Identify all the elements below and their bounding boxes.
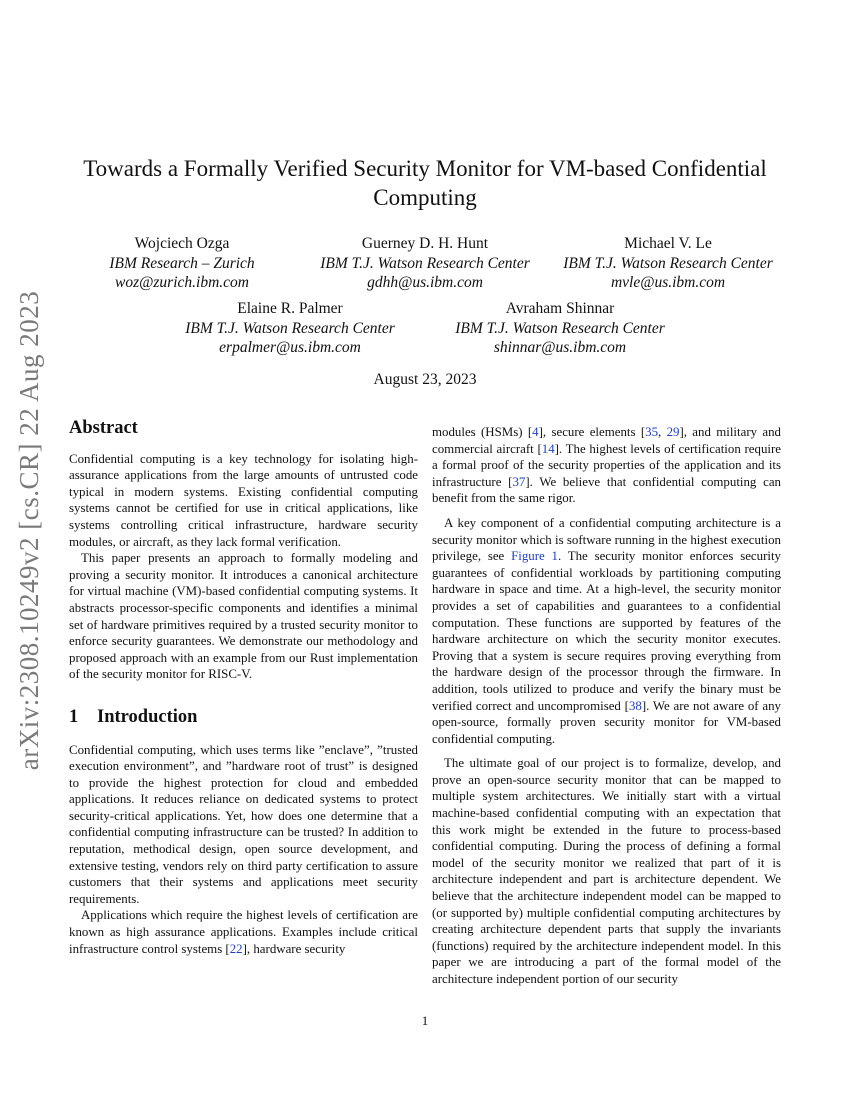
intro-paragraph-3 bbox=[432, 515, 781, 747]
author-name: Avraham Shinnar bbox=[505, 300, 615, 317]
author-affiliation: IBM T.J. Watson Research Center bbox=[455, 319, 665, 337]
author-email: gdhh@us.ibm.com bbox=[367, 274, 483, 291]
author-block bbox=[61, 234, 304, 293]
author-row-1 bbox=[60, 234, 790, 293]
intro-paragraph-continued bbox=[432, 424, 781, 507]
text-run: ]. The highest levels of certification require a formal proof of the security properties of the application and its infrastructure [ bbox=[432, 441, 781, 489]
intro-paragraph-1: Confidential computing, which uses terms like ”enclave”, ”trusted execution environment”, and ”hardware root of trust” is designed to provide the highest protection for cloud and embedded applications. It reduces reliance on dedicated systems to protect security-critical applications. Yet, how does one determine that a confidential computing infrastructure can be trusted? In addition to reputation, methodical design, open source development, and extensive testing, vendors rely on third party certification to assure customers that their systems and applications meet security requirements. bbox=[69, 742, 418, 906]
paper-title: Towards a Formally Verified Security Monitor for VM-based Confidential Computing bbox=[83, 156, 767, 210]
abstract-paragraph-2: This paper presents an approach to formally modeling and proving a security monitor. It introduces a canonical architecture for virtual machine (VM)-based confidential computing systems. It abstracts processor-specific components and identifies a minimal set of hardware primitives required by a trusted security monitor to enforce security guarantees. We demonstrate our methodology and proposed approach with an example from our Rust implementation of the security monitor for RISC-V. bbox=[69, 551, 418, 682]
text-run: ]. We are not aware of any open-source, formally proven security monitor for VM-based confidential computing. bbox=[432, 698, 781, 746]
text-run: , bbox=[658, 425, 667, 439]
author-name: Guerney D. H. Hunt bbox=[361, 235, 489, 252]
author-email: shinnar@us.ibm.com bbox=[493, 339, 627, 356]
section-title: Introduction bbox=[97, 706, 198, 727]
text-run: A key component of a confidential computing architecture is a security monitor which is software running in the highest execution privilege, see bbox=[432, 515, 781, 564]
intro-paragraph-2 bbox=[69, 907, 418, 957]
author-row-2 bbox=[60, 299, 790, 358]
author-block bbox=[304, 234, 547, 293]
author-email: woz@zurich.ibm.com bbox=[115, 274, 249, 291]
author-name: Wojciech Ozga bbox=[134, 235, 230, 252]
text-run: ], hardware security bbox=[242, 941, 346, 956]
arxiv-id-text: arXiv:2308.10249v2 [cs.CR] 22 Aug 2023 bbox=[14, 290, 45, 770]
figure-link[interactable]: Figure 1 bbox=[511, 549, 558, 564]
author-email: mvle@us.ibm.com bbox=[610, 274, 726, 291]
citation-link[interactable]: 37 bbox=[512, 474, 526, 489]
introduction-heading bbox=[69, 706, 418, 727]
right-column bbox=[432, 424, 781, 988]
author-affiliation: IBM T.J. Watson Research Center bbox=[563, 254, 773, 272]
text-run: modules (HSMs) [ bbox=[432, 425, 533, 439]
abstract-heading: Abstract bbox=[69, 418, 138, 438]
author-affiliation: IBM T.J. Watson Research Center bbox=[320, 254, 530, 272]
citation-link[interactable]: 35 bbox=[645, 425, 659, 439]
text-run: Applications which require the highest levels of certification are known as high assurance applications. Examples include critical infrastructure control systems [ bbox=[69, 908, 418, 956]
left-column bbox=[69, 420, 418, 957]
arxiv-sidebar-stamp bbox=[10, 280, 50, 780]
section-number: 1 bbox=[69, 706, 79, 727]
intro-paragraph-4: The ultimate goal of our project is to formalize, develop, and prove an open-source security monitor that can be mapped to multiple system architectures. We initially start with a virtual machine-based confidential computing with an expectation that this work might be extended in the future to process-based confidential computing. During the process of defining a formal model of the security monitor we realized that part of it is architecture independent and part is architecture dependent. We believe that the architecture independent model can be mapped to (or supported by) multiple confidential computing architectures by creating architecture dependent parts that supply the invariants (functions) required by the architecture independent model. In this paper we are introducing a part of the formal model of the architecture independent portion of our security bbox=[432, 756, 781, 986]
author-email: erpalmer@us.ibm.com bbox=[219, 339, 361, 356]
citation-link[interactable]: 22 bbox=[229, 941, 243, 956]
author-block bbox=[155, 299, 425, 358]
citation-link[interactable]: 29 bbox=[666, 425, 680, 439]
text-run: ], and military and commercial aircraft [ bbox=[432, 425, 781, 456]
page-number: 1 bbox=[421, 1013, 429, 1028]
author-affiliation: IBM Research – Zurich bbox=[109, 254, 255, 272]
text-run: ]. We believe that confidential computing can benefit from the same rigor. bbox=[432, 474, 781, 506]
text-run: ], secure elements [ bbox=[538, 425, 646, 439]
citation-link[interactable]: 14 bbox=[541, 441, 555, 456]
publication-date: August 23, 2023 bbox=[373, 371, 477, 388]
abstract-paragraph-1: Confidential computing is a key technology for isolating high-assurance applications from the large amounts of untrusted code typical in modern systems. Existing confidential computing systems cannot be certified for use in critical applications, like systems controlling critical infrastructure, hardware security modules, or aircraft, as they lack formal verification. bbox=[69, 451, 418, 549]
author-block bbox=[425, 299, 695, 358]
citation-link[interactable]: 4 bbox=[532, 425, 539, 439]
text-run: . The security monitor enforces security guarantees of confidential workloads by partitioning computing hardware in space and time. At a high-level, the security monitor provides a set of capabilities and guarantees to a confidential computation. These functions are supported by features of the hardware architecture on which the security monitor executes. Proving that a system is secure requires proving everything from the hardware design of the processor through the firmware. In addition, tools utilized to produce and verify the binary must be verified correct and uncompromised [ bbox=[432, 549, 782, 713]
author-name: Michael V. Le bbox=[624, 235, 712, 252]
author-name: Elaine R. Palmer bbox=[237, 300, 343, 317]
author-affiliation: IBM T.J. Watson Research Center bbox=[185, 319, 395, 337]
author-block bbox=[547, 234, 790, 293]
citation-link[interactable]: 38 bbox=[628, 698, 642, 713]
